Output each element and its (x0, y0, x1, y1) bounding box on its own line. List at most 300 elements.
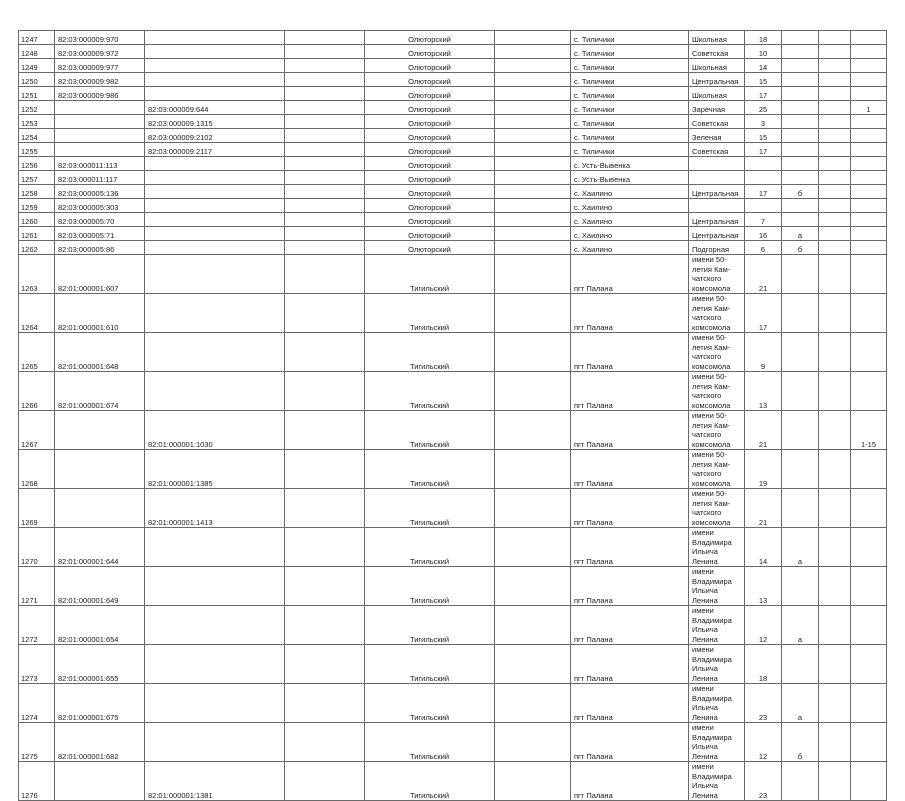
street-cell: имени 50-летия Кам-чатского комсомола (689, 333, 745, 372)
empty-cell (495, 684, 571, 723)
district-cell: Олюторский (365, 45, 495, 59)
cadastral-number-2-cell: 82:03:000009:2117 (145, 143, 285, 157)
empty-cell (285, 411, 365, 450)
row-number-cell: 1271 (19, 567, 55, 606)
empty-cell (819, 199, 851, 213)
row-number-cell: 1253 (19, 115, 55, 129)
cadastral-number-2-cell: 82:03:000009:644 (145, 101, 285, 115)
settlement-cell: с. Тиличики (571, 45, 689, 59)
cadastral-number-cell: 82:01:000001:648 (55, 333, 145, 372)
cadastral-number-2-cell (145, 31, 285, 45)
house-number-cell: 15 (745, 129, 782, 143)
street-cell: имени Владимира Ильича Ленина (689, 723, 745, 762)
house-letter-cell (782, 45, 819, 59)
cadastral-number-2-cell (145, 241, 285, 255)
district-cell: Тигильский (365, 762, 495, 801)
cadastral-number-cell: 82:03:000009:986 (55, 87, 145, 101)
house-number-cell: 16 (745, 227, 782, 241)
empty-cell (495, 101, 571, 115)
row-number-cell: 1260 (19, 213, 55, 227)
empty-cell (495, 489, 571, 528)
apartment-cell (851, 372, 887, 411)
cadastral-number-2-cell (145, 723, 285, 762)
house-letter-cell: а (782, 684, 819, 723)
street-cell: имени Владимира Ильича Ленина (689, 567, 745, 606)
house-letter-cell (782, 59, 819, 73)
row-number-cell: 1264 (19, 294, 55, 333)
empty-cell (285, 143, 365, 157)
settlement-cell: с. Тиличики (571, 87, 689, 101)
house-number-cell: 23 (745, 762, 782, 801)
empty-cell (495, 199, 571, 213)
street-cell: Советская (689, 115, 745, 129)
house-number-cell: 12 (745, 723, 782, 762)
street-cell: имени Владимира Ильича Ленина (689, 528, 745, 567)
house-number-cell: 21 (745, 255, 782, 294)
house-letter-cell: а (782, 227, 819, 241)
empty-cell (285, 645, 365, 684)
empty-cell (285, 199, 365, 213)
district-cell: Олюторский (365, 143, 495, 157)
row-number-cell: 1274 (19, 684, 55, 723)
empty-cell (285, 567, 365, 606)
row-number-cell: 1249 (19, 59, 55, 73)
table-row (19, 73, 887, 87)
table-row (19, 101, 887, 115)
empty-cell (495, 31, 571, 45)
district-cell: Олюторский (365, 227, 495, 241)
district-cell: Тигильский (365, 645, 495, 684)
cadastral-number-2-cell: 82:01:000001:1030 (145, 411, 285, 450)
apartment-cell (851, 213, 887, 227)
row-number-cell: 1269 (19, 489, 55, 528)
cadastral-number-2-cell (145, 59, 285, 73)
empty-cell (285, 762, 365, 801)
settlement-cell: пгт Палана (571, 528, 689, 567)
row-number-cell: 1267 (19, 411, 55, 450)
house-number-cell: 17 (745, 294, 782, 333)
cadastral-number-cell: 82:03:000005:303 (55, 199, 145, 213)
apartment-cell (851, 59, 887, 73)
empty-cell (495, 73, 571, 87)
empty-cell (285, 73, 365, 87)
empty-cell (285, 227, 365, 241)
empty-cell (495, 129, 571, 143)
settlement-cell: пгт Палана (571, 255, 689, 294)
table-row (19, 333, 887, 372)
empty-cell (819, 115, 851, 129)
table-row (19, 227, 887, 241)
house-letter-cell (782, 762, 819, 801)
cadastral-number-cell: 82:03:000005:71 (55, 227, 145, 241)
settlement-cell: пгт Палана (571, 450, 689, 489)
row-number-cell: 1252 (19, 101, 55, 115)
empty-cell (285, 489, 365, 528)
house-letter-cell (782, 333, 819, 372)
district-cell: Тигильский (365, 489, 495, 528)
street-cell: Советская (689, 143, 745, 157)
apartment-cell (851, 567, 887, 606)
row-number-cell: 1273 (19, 645, 55, 684)
apartment-cell (851, 294, 887, 333)
empty-cell (495, 255, 571, 294)
row-number-cell: 1250 (19, 73, 55, 87)
table-row (19, 489, 887, 528)
cadastral-number-cell (55, 450, 145, 489)
table-row (19, 450, 887, 489)
settlement-cell: пгт Палана (571, 684, 689, 723)
row-number-cell: 1262 (19, 241, 55, 255)
empty-cell (285, 115, 365, 129)
settlement-cell: пгт Палана (571, 294, 689, 333)
empty-cell (819, 411, 851, 450)
district-cell: Олюторский (365, 115, 495, 129)
settlement-cell: с. Тиличики (571, 101, 689, 115)
empty-cell (819, 241, 851, 255)
settlement-cell: с. Хаилино (571, 241, 689, 255)
cadastral-number-cell: 82:01:000001:610 (55, 294, 145, 333)
house-letter-cell (782, 143, 819, 157)
empty-cell (495, 333, 571, 372)
cadastral-number-cell: 82:03:000009:970 (55, 31, 145, 45)
street-cell: Заречная (689, 101, 745, 115)
cadastral-number-cell: 82:01:000001:654 (55, 606, 145, 645)
table-row (19, 143, 887, 157)
empty-cell (495, 567, 571, 606)
settlement-cell: пгт Палана (571, 606, 689, 645)
empty-cell (819, 213, 851, 227)
apartment-cell (851, 31, 887, 45)
table-row (19, 59, 887, 73)
apartment-cell (851, 199, 887, 213)
cadastral-number-cell: 82:03:000009:972 (55, 45, 145, 59)
apartment-cell (851, 684, 887, 723)
street-cell: имени 50-летия Кам-чатского комсомола (689, 255, 745, 294)
district-cell: Тигильский (365, 450, 495, 489)
row-number-cell: 1275 (19, 723, 55, 762)
empty-cell (819, 372, 851, 411)
empty-cell (819, 157, 851, 171)
settlement-cell: с. Хаилино (571, 227, 689, 241)
street-cell: Центральная (689, 185, 745, 199)
cadastral-number-2-cell: 82:03:000009:1315 (145, 115, 285, 129)
empty-cell (285, 129, 365, 143)
house-letter-cell (782, 115, 819, 129)
district-cell: Тигильский (365, 567, 495, 606)
row-number-cell: 1266 (19, 372, 55, 411)
house-letter-cell: а (782, 528, 819, 567)
empty-cell (495, 143, 571, 157)
empty-cell (495, 227, 571, 241)
district-cell: Олюторский (365, 157, 495, 171)
cadastral-number-cell: 82:03:000011:117 (55, 171, 145, 185)
house-number-cell: 14 (745, 528, 782, 567)
cadastral-number-cell: 82:01:000001:674 (55, 372, 145, 411)
table-row (19, 241, 887, 255)
cadastral-number-2-cell (145, 213, 285, 227)
empty-cell (819, 762, 851, 801)
table-row (19, 171, 887, 185)
empty-cell (285, 294, 365, 333)
empty-cell (819, 333, 851, 372)
table-row (19, 528, 887, 567)
table-row (19, 606, 887, 645)
apartment-cell (851, 450, 887, 489)
settlement-cell: пгт Палана (571, 762, 689, 801)
district-cell: Тигильский (365, 684, 495, 723)
house-letter-cell (782, 171, 819, 185)
empty-cell (285, 241, 365, 255)
apartment-cell (851, 143, 887, 157)
table-row (19, 723, 887, 762)
house-number-cell: 18 (745, 645, 782, 684)
street-cell: Подгорная (689, 241, 745, 255)
row-number-cell: 1263 (19, 255, 55, 294)
empty-cell (285, 101, 365, 115)
settlement-cell: пгт Палана (571, 567, 689, 606)
empty-cell (495, 411, 571, 450)
apartment-cell (851, 645, 887, 684)
street-cell: имени 50-летия Кам-чатского комсомола (689, 372, 745, 411)
row-number-cell: 1270 (19, 528, 55, 567)
row-number-cell: 1247 (19, 31, 55, 45)
house-number-cell: 13 (745, 567, 782, 606)
settlement-cell: с. Тиличики (571, 129, 689, 143)
empty-cell (285, 528, 365, 567)
district-cell: Тигильский (365, 372, 495, 411)
empty-cell (819, 101, 851, 115)
settlement-cell: с. Тиличики (571, 31, 689, 45)
table-row (19, 645, 887, 684)
house-letter-cell (782, 450, 819, 489)
house-number-cell: 17 (745, 185, 782, 199)
house-letter-cell (782, 294, 819, 333)
district-cell: Олюторский (365, 199, 495, 213)
empty-cell (819, 45, 851, 59)
table-row (19, 129, 887, 143)
cadastral-number-2-cell (145, 333, 285, 372)
empty-cell (285, 157, 365, 171)
cadastral-number-2-cell (145, 294, 285, 333)
apartment-cell (851, 723, 887, 762)
cadastral-number-cell: 82:01:000001:649 (55, 567, 145, 606)
district-cell: Олюторский (365, 31, 495, 45)
apartment-cell (851, 255, 887, 294)
apartment-cell (851, 606, 887, 645)
empty-cell (495, 294, 571, 333)
district-cell: Олюторский (365, 185, 495, 199)
empty-cell (495, 606, 571, 645)
settlement-cell: пгт Палана (571, 645, 689, 684)
table-row (19, 684, 887, 723)
house-letter-cell (782, 372, 819, 411)
row-number-cell: 1251 (19, 87, 55, 101)
cadastral-number-cell: 82:01:000001:655 (55, 645, 145, 684)
row-number-cell: 1265 (19, 333, 55, 372)
apartment-cell: 1-15 (851, 411, 887, 450)
table-row (19, 213, 887, 227)
house-letter-cell: а (782, 606, 819, 645)
street-cell (689, 171, 745, 185)
row-number-cell: 1255 (19, 143, 55, 157)
cadastral-number-2-cell (145, 87, 285, 101)
table-row (19, 199, 887, 213)
street-cell: имени 50-летия Кам-чатского комсомола (689, 411, 745, 450)
empty-cell (495, 171, 571, 185)
settlement-cell: пгт Палана (571, 333, 689, 372)
district-cell: Олюторский (365, 101, 495, 115)
cadastral-number-2-cell (145, 45, 285, 59)
street-cell: Центральная (689, 213, 745, 227)
empty-cell (819, 567, 851, 606)
empty-cell (495, 241, 571, 255)
empty-cell (285, 450, 365, 489)
cadastral-number-2-cell (145, 73, 285, 87)
table-row (19, 31, 887, 45)
apartment-cell (851, 115, 887, 129)
settlement-cell: пгт Палана (571, 372, 689, 411)
settlement-cell: с. Тиличики (571, 115, 689, 129)
house-letter-cell (782, 31, 819, 45)
apartment-cell (851, 762, 887, 801)
cadastral-number-2-cell: 82:01:000001:1413 (145, 489, 285, 528)
house-letter-cell: б (782, 241, 819, 255)
house-letter-cell (782, 101, 819, 115)
empty-cell (285, 171, 365, 185)
table-row (19, 185, 887, 199)
empty-cell (495, 372, 571, 411)
street-cell: имени 50-летия Кам-чатского комсомола (689, 489, 745, 528)
apartment-cell (851, 73, 887, 87)
house-number-cell (745, 157, 782, 171)
district-cell: Олюторский (365, 171, 495, 185)
house-letter-cell (782, 213, 819, 227)
house-number-cell: 15 (745, 73, 782, 87)
district-cell: Олюторский (365, 241, 495, 255)
empty-cell (285, 333, 365, 372)
empty-cell (495, 528, 571, 567)
row-number-cell: 1254 (19, 129, 55, 143)
house-number-cell: 19 (745, 450, 782, 489)
empty-cell (819, 255, 851, 294)
table-row (19, 567, 887, 606)
district-cell: Олюторский (365, 59, 495, 73)
apartment-cell (851, 227, 887, 241)
house-letter-cell: б (782, 185, 819, 199)
house-number-cell: 13 (745, 372, 782, 411)
row-number-cell: 1256 (19, 157, 55, 171)
settlement-cell: с. Тиличики (571, 59, 689, 73)
empty-cell (495, 115, 571, 129)
house-number-cell: 3 (745, 115, 782, 129)
district-cell: Олюторский (365, 73, 495, 87)
settlement-cell: с. Усть-Вывенка (571, 157, 689, 171)
empty-cell (819, 87, 851, 101)
apartment-cell (851, 157, 887, 171)
cadastral-number-2-cell (145, 684, 285, 723)
row-number-cell: 1259 (19, 199, 55, 213)
house-number-cell: 23 (745, 684, 782, 723)
street-cell: имени 50-летия Кам-чатского комсомола (689, 294, 745, 333)
house-number-cell: 18 (745, 31, 782, 45)
cadastral-number-cell: 82:01:000001:644 (55, 528, 145, 567)
house-number-cell: 17 (745, 87, 782, 101)
street-cell: Зеленая (689, 129, 745, 143)
empty-cell (819, 73, 851, 87)
empty-cell (819, 185, 851, 199)
settlement-cell: пгт Палана (571, 723, 689, 762)
street-cell: имени Владимира Ильича Ленина (689, 606, 745, 645)
empty-cell (285, 87, 365, 101)
empty-cell (819, 645, 851, 684)
row-number-cell: 1276 (19, 762, 55, 801)
apartment-cell (851, 528, 887, 567)
house-number-cell: 21 (745, 411, 782, 450)
district-cell: Тигильский (365, 255, 495, 294)
empty-cell (495, 157, 571, 171)
district-cell: Тигильский (365, 294, 495, 333)
street-cell (689, 199, 745, 213)
empty-cell (819, 59, 851, 73)
table-row (19, 115, 887, 129)
cadastral-number-cell: 82:03:000005:136 (55, 185, 145, 199)
house-number-cell: 7 (745, 213, 782, 227)
empty-cell (495, 185, 571, 199)
house-number-cell: 12 (745, 606, 782, 645)
settlement-cell: с. Тиличики (571, 143, 689, 157)
empty-cell (285, 255, 365, 294)
empty-cell (495, 450, 571, 489)
apartment-cell (851, 171, 887, 185)
cadastral-number-2-cell (145, 528, 285, 567)
settlement-cell: с. Хаилино (571, 213, 689, 227)
apartment-cell: 1 (851, 101, 887, 115)
settlement-cell: пгт Палана (571, 411, 689, 450)
cadastral-number-2-cell (145, 227, 285, 241)
empty-cell (285, 606, 365, 645)
apartment-cell (851, 45, 887, 59)
house-letter-cell (782, 489, 819, 528)
apartment-cell (851, 185, 887, 199)
cadastral-number-cell: 82:01:000001:607 (55, 255, 145, 294)
cadastral-number-2-cell (145, 645, 285, 684)
row-number-cell: 1258 (19, 185, 55, 199)
house-number-cell: 9 (745, 333, 782, 372)
street-cell: имени Владимира Ильича Ленина (689, 684, 745, 723)
house-letter-cell (782, 411, 819, 450)
settlement-cell: с. Хаилино (571, 185, 689, 199)
empty-cell (495, 762, 571, 801)
empty-cell (495, 723, 571, 762)
empty-cell (495, 45, 571, 59)
empty-cell (819, 31, 851, 45)
house-letter-cell (782, 73, 819, 87)
cadastral-number-2-cell: 82:01:000001:1381 (145, 762, 285, 801)
table-row (19, 294, 887, 333)
cadastral-number-cell (55, 489, 145, 528)
house-number-cell: 21 (745, 489, 782, 528)
empty-cell (285, 723, 365, 762)
settlement-cell: с. Усть-Вывенка (571, 171, 689, 185)
street-cell: Советская (689, 45, 745, 59)
apartment-cell (851, 489, 887, 528)
empty-cell (285, 45, 365, 59)
empty-cell (495, 213, 571, 227)
street-cell (689, 157, 745, 171)
house-number-cell: 17 (745, 143, 782, 157)
street-cell: имени Владимира Ильича Ленина (689, 645, 745, 684)
table-row (19, 411, 887, 450)
